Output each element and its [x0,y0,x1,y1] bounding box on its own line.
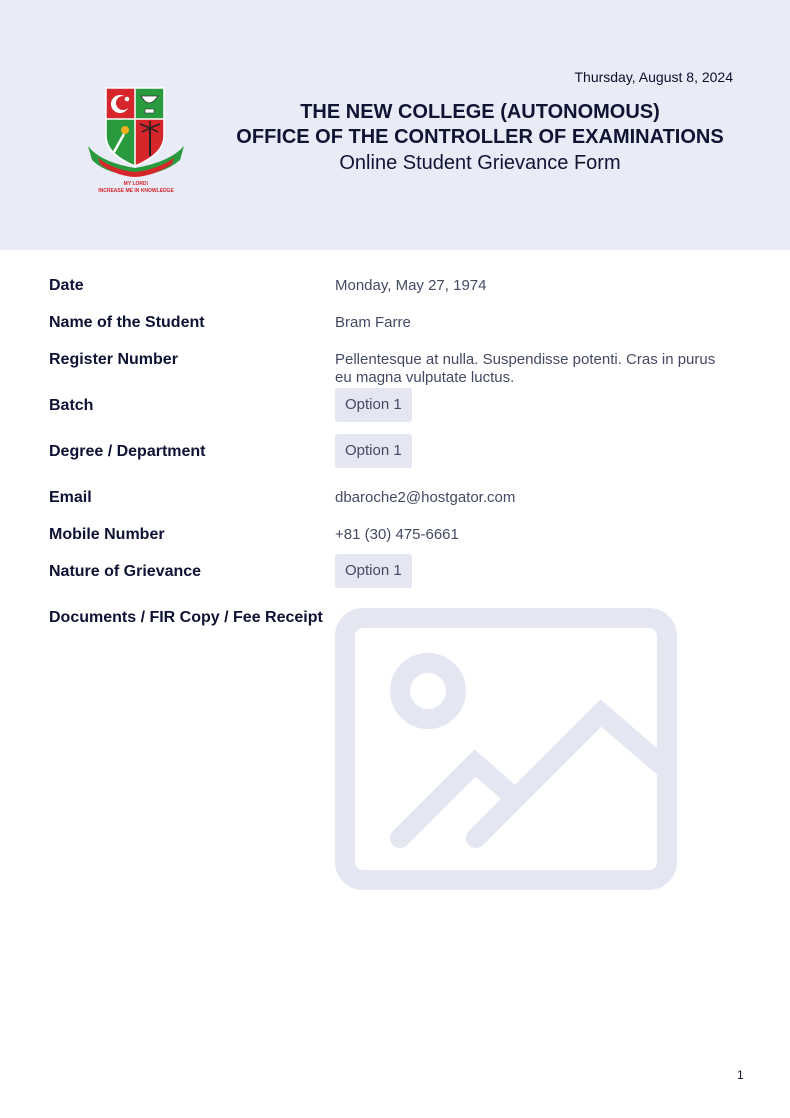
field-label: Mobile Number [49,526,165,543]
svg-text:MY LORD!: MY LORD! [123,181,149,187]
svg-text:INCREASE ME IN KNOWLEDGE: INCREASE ME IN KNOWLEDGE [98,188,174,194]
college-name: THE NEW COLLEGE (AUTONOMOUS) [300,101,660,123]
college-crest-logo [84,84,188,194]
field-label: Email [49,489,92,506]
field-label: Name of the Student [49,314,205,331]
student-name-value[interactable]: Bram Farre [335,314,411,331]
degree-department-select[interactable]: Option 1 [335,434,412,468]
field-label: Date [49,277,84,294]
field-label: Nature of Grievance [49,563,202,580]
field-label: Documents / FIR Copy / Fee Receipt [49,609,323,626]
header-date: Thursday, August 8, 2024 [574,69,733,85]
field-label: Degree / Department [49,443,206,460]
email-value[interactable]: dbaroche2@hostgator.com [335,489,516,506]
mobile-number-value[interactable]: +81 (30) 475-6661 [335,526,459,543]
field-label: Batch [49,397,94,414]
header-banner [0,0,790,250]
image-placeholder-icon[interactable] [335,608,677,890]
page-number: 1 [737,1068,744,1082]
field-label: Register Number [49,351,178,368]
form-title: Online Student Grievance Form [339,152,621,174]
header-titles [225,100,735,176]
grievance-select[interactable]: Option 1 [335,554,412,588]
office-name: OFFICE OF THE CONTROLLER OF EXAMINATIONS [236,126,724,148]
register-number-value[interactable]: Pellentesque at nulla. Suspendisse potenti. Cras in purus eu magna vulputate luctus. [335,351,716,386]
batch-select[interactable]: Option 1 [335,388,412,422]
date-value[interactable]: Monday, May 27, 1974 [335,277,487,294]
